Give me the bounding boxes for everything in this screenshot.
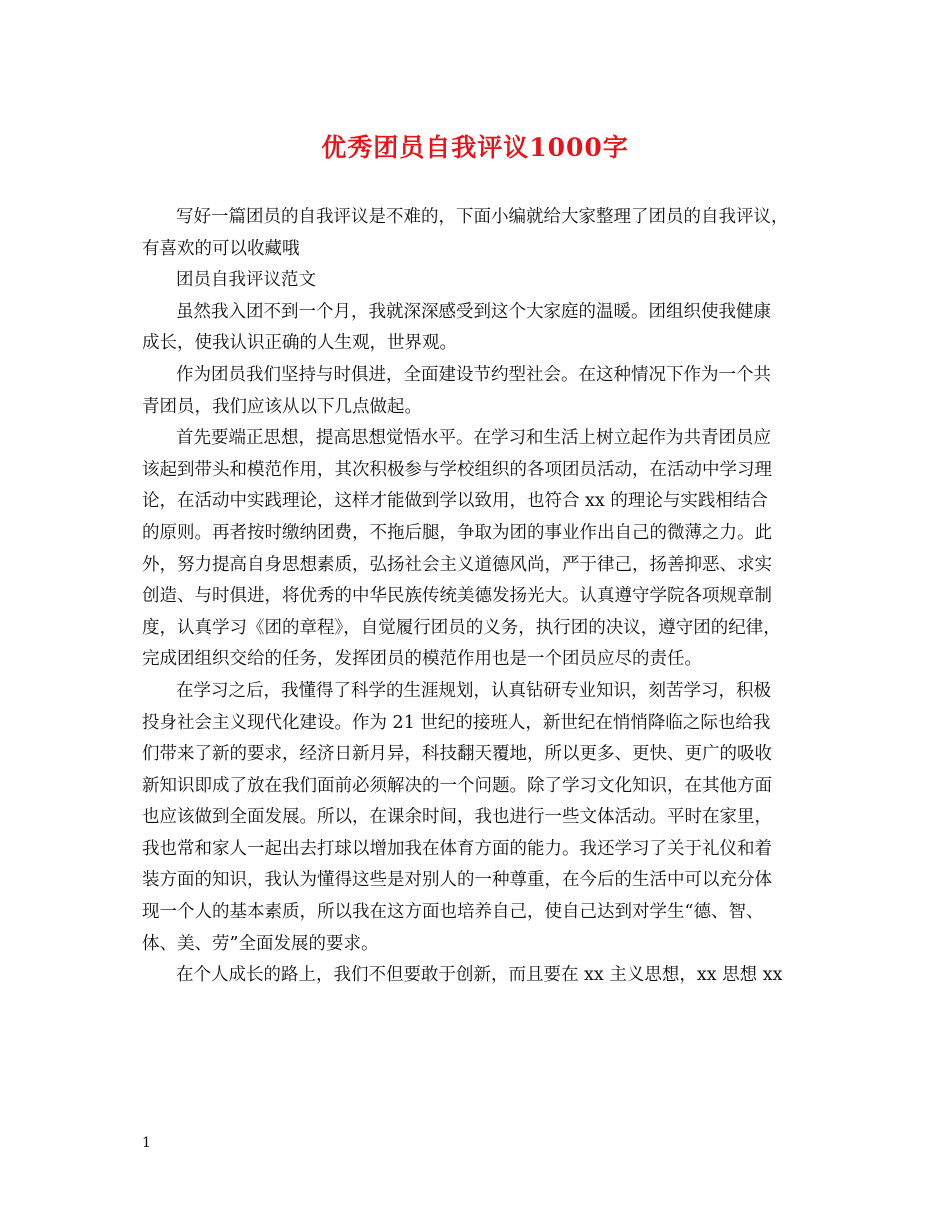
text-line: 们带来了新的要求，经济日新月异，科技翻天覆地，所以更多、更快、更广的吸收 [142, 744, 772, 765]
text-line: 虽然我入团不到一个月，我就深深感受到这个大家庭的温暖。团组织使我健康 [176, 301, 771, 322]
text-line: 作为团员我们坚持与时俱进，全面建设节约型社会。在这种情况下作为一个共 [176, 364, 771, 385]
text-line: 的原则。再者按时缴纳团费，不拖后腿，争取为团的事业作出自己的微薄之力。此 [142, 522, 772, 543]
text-line: 论，在活动中实践理论，这样才能做到学以致用，也符合 xx 的理论与实践相结合 [142, 491, 768, 512]
text-line: 现一个人的基本素质，所以我在这方面也培养自己，使自己达到对学生“德、智、 [142, 902, 764, 923]
text-line: 新知识即成了放在我们面前必须解决的一个问题。除了学习文化知识，在其他方面 [142, 775, 772, 796]
text-line: 首先要端正思想，提高思想觉悟水平。在学习和生活上树立起作为共青团员应 [176, 428, 771, 449]
text-line: 装方面的知识，我认为懂得这些是对别人的一种尊重，在今后的生活中可以充分体 [142, 870, 772, 891]
text-line: 团员自我评议范文 [176, 270, 316, 291]
text-line: 写好一篇团员的自我评议是不难的，下面小编就给大家整理了团员的自我评议， [176, 207, 789, 227]
text-line: 创造、与时俱进，将优秀的中华民族传统美德发扬光大。认真遵守学院各项规章制 [142, 586, 772, 607]
text-line: 青团员，我们应该从以下几点做起。 [142, 396, 422, 417]
text-line: 度，认真学习《团的章程》，自觉履行团员的义务，执行团的决议，遵守团的纪律， [142, 617, 781, 638]
text-line: 在学习之后，我懂得了科学的生涯规划，认真钻研专业知识，刻苦学习，积极 [176, 680, 771, 701]
page-title: 优秀团员自我评议1000字 [321, 133, 629, 162]
text-line: 成长，使我认识正确的人生观，世界观。 [142, 333, 457, 354]
body-text [142, 202, 832, 992]
text-line: 也应该做到全面发展。所以，在课余时间，我也进行一些文体活动。平时在家里， [142, 807, 772, 828]
text-line: 该起到带头和模范作用，其次积极参与学校组织的各项团员活动，在活动中学习理 [142, 459, 772, 480]
text-line: 外，努力提高自身思想素质，弘扬社会主义道德风尚，严于律己，扬善抑恶、求实 [142, 554, 772, 575]
text-line: 我也常和家人一起出去打球以增加我在体育方面的能力。我还学习了关于礼仪和着 [142, 838, 772, 859]
text-line: 体、美、劳”全面发展的要求。 [142, 933, 379, 954]
page-number: 1 [142, 1135, 151, 1151]
text-line: 有喜欢的可以收藏哦 [142, 238, 300, 259]
text-line: 投身社会主义现代化建设。作为 21 世纪的接班人，新世纪在悄悄降临之际也给我 [142, 712, 771, 733]
text-line: 在个人成长的路上，我们不但要敢于创新，而且要在 xx 主义思想，xx 思想 xx [176, 965, 783, 986]
text-line: 完成团组织交给的任务，发挥团员的模范作用也是一个团员应尽的责任。 [142, 649, 702, 670]
